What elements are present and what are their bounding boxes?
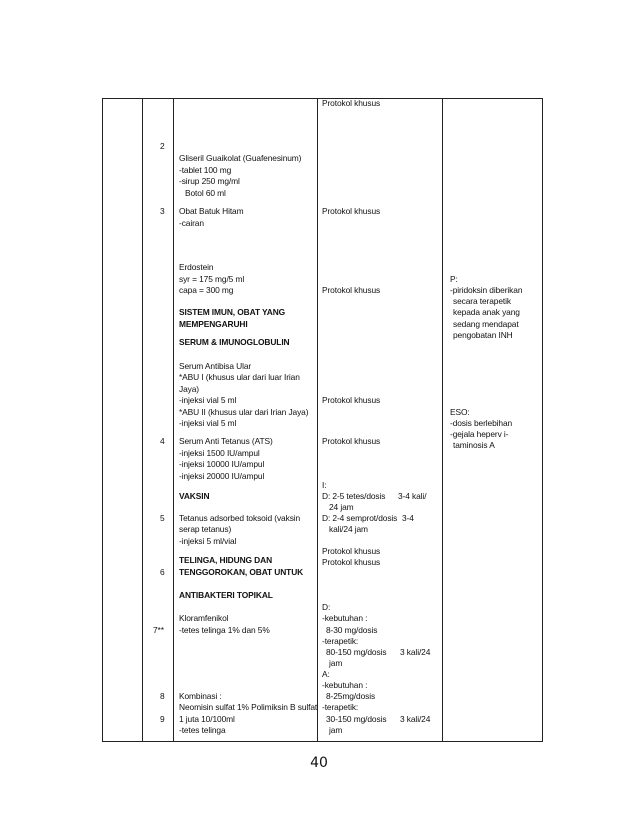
dosage-heading: D: bbox=[322, 602, 331, 612]
note-line: kepada anak yang bbox=[453, 307, 520, 317]
table-column-divider bbox=[442, 98, 443, 742]
section-heading: TELINGA, HIDUNG DAN bbox=[179, 555, 273, 565]
note-heading: ESO: bbox=[450, 407, 470, 417]
section-heading: SISTEM IMUN, OBAT YANG bbox=[179, 307, 286, 317]
row-number: 9 bbox=[160, 714, 165, 724]
row-number: 8 bbox=[160, 691, 165, 701]
dosage-heading: A: bbox=[322, 669, 330, 679]
dosage-line: -kebutuhan : bbox=[322, 613, 368, 623]
dosage-line: -kebutuhan : bbox=[322, 680, 368, 690]
row-number: 4 bbox=[160, 436, 165, 446]
note-heading: P: bbox=[450, 274, 458, 284]
preparation: -injeksi 10000 IU/ampul bbox=[179, 459, 265, 469]
dosage-line: 8-30 mg/dosis bbox=[326, 625, 378, 635]
preparation: -injeksi vial 5 ml bbox=[179, 418, 237, 428]
dosage-note: Protokol khusus bbox=[322, 206, 381, 216]
drug-name: Serum Antibisa Ular bbox=[179, 361, 252, 371]
drug-name: Kloramfenikol bbox=[179, 613, 229, 623]
dosage-note: Protokol khusus bbox=[322, 546, 381, 556]
row-number: 5 bbox=[160, 513, 165, 523]
dosage-frequency: 3 kali/24 bbox=[400, 714, 431, 724]
note-line: sedang mendapat bbox=[453, 319, 519, 329]
dosage-note: Protokol khusus bbox=[322, 285, 381, 295]
note-line: -piridoksin diberikan bbox=[450, 285, 523, 295]
dosage-frequency: 3 kali/24 bbox=[400, 647, 431, 657]
drug-name: Kombinasi : bbox=[179, 691, 222, 701]
dosage-line: 30-150 mg/dosis bbox=[326, 714, 387, 724]
dosage-line: -terapetik: bbox=[322, 636, 359, 646]
note-line: taminosis A bbox=[453, 440, 495, 450]
section-heading: ANTIBAKTERI TOPIKAL bbox=[179, 590, 273, 600]
table-column-divider bbox=[173, 98, 174, 742]
drug-name: Serum Anti Tetanus (ATS) bbox=[179, 436, 273, 446]
preparation: -injeksi 20000 IU/ampul bbox=[179, 471, 265, 481]
preparation: Jaya) bbox=[179, 384, 199, 394]
dosage-line: jam bbox=[329, 725, 343, 735]
row-number: 2 bbox=[160, 141, 165, 151]
preparation: *ABU II (khusus ular dari Irian Jaya) bbox=[179, 407, 309, 417]
row-number: 6 bbox=[160, 567, 165, 577]
preparation: -tablet 100 mg bbox=[179, 165, 232, 175]
dosage-heading: I: bbox=[322, 480, 327, 490]
dosage-line: kali/24 jam bbox=[329, 524, 368, 534]
dosage-frequency: 3-4 bbox=[402, 513, 414, 523]
dosage-note: Protokol khusus bbox=[322, 557, 381, 567]
drug-name: Tetanus adsorbed toksoid (vaksin bbox=[179, 513, 301, 523]
table-column-divider bbox=[317, 98, 318, 742]
dosage-line: jam bbox=[329, 658, 343, 668]
preparation: -tetes telinga bbox=[179, 725, 226, 735]
preparation: 1 juta 10/100ml bbox=[179, 714, 235, 724]
dosage-frequency: 3-4 kali/ bbox=[398, 491, 427, 501]
dosage-line: 24 jam bbox=[329, 502, 354, 512]
section-heading: TENGGOROKAN, OBAT UNTUK bbox=[179, 567, 304, 577]
preparation: -sirup 250 mg/ml bbox=[179, 176, 240, 186]
drug-name: Obat Batuk Hitam bbox=[179, 206, 244, 216]
section-heading: SERUM & IMUNOGLOBULIN bbox=[179, 337, 290, 347]
section-heading: MEMPENGARUHI bbox=[179, 319, 248, 329]
dosage-note: Protokol khusus bbox=[322, 395, 381, 405]
preparation: capa = 300 mg bbox=[179, 285, 234, 295]
note-line: -gejala heperv i- bbox=[450, 429, 509, 439]
note-line: -dosis berlebihan bbox=[450, 418, 513, 428]
drug-name: Erdostein bbox=[179, 262, 214, 272]
dosage-line: 80-150 mg/dosis bbox=[326, 647, 387, 657]
dosage-note: Protokol khusus bbox=[322, 98, 381, 108]
preparation: Neomisin sulfat 1% Polimiksin B sulfat bbox=[179, 702, 318, 712]
note-line: secara terapetik bbox=[453, 296, 511, 306]
section-heading: VAKSIN bbox=[179, 491, 210, 501]
dosage-line: D: 2-5 tetes/dosis bbox=[322, 491, 386, 501]
preparation: -cairan bbox=[179, 218, 204, 228]
page-number: 40 bbox=[310, 755, 328, 771]
row-number: 3 bbox=[160, 206, 165, 216]
preparation: *ABU I (khusus ular dari luar Irian bbox=[179, 372, 300, 382]
preparation: -injeksi 1500 IU/ampul bbox=[179, 448, 260, 458]
dosage-line: -terapetik: bbox=[322, 702, 359, 712]
preparation: Botol 60 ml bbox=[185, 188, 226, 198]
table-column-divider bbox=[142, 98, 143, 742]
preparation: -tetes telinga 1% dan 5% bbox=[179, 625, 270, 635]
preparation: -injeksi 5 ml/vial bbox=[179, 536, 237, 546]
drug-name: Gliseril Guaikolat (Guafenesinum) bbox=[179, 153, 302, 163]
preparation: syr = 175 mg/5 ml bbox=[179, 274, 245, 284]
preparation: serap tetanus) bbox=[179, 524, 232, 534]
row-number: 7** bbox=[153, 625, 164, 635]
dosage-line: 8-25mg/dosis bbox=[326, 691, 376, 701]
note-line: pengobatan INH bbox=[453, 330, 513, 340]
preparation: -injeksi vial 5 ml bbox=[179, 395, 237, 405]
dosage-line: D: 2-4 semprot/dosis bbox=[322, 513, 398, 523]
dosage-note: Protokol khusus bbox=[322, 436, 381, 446]
